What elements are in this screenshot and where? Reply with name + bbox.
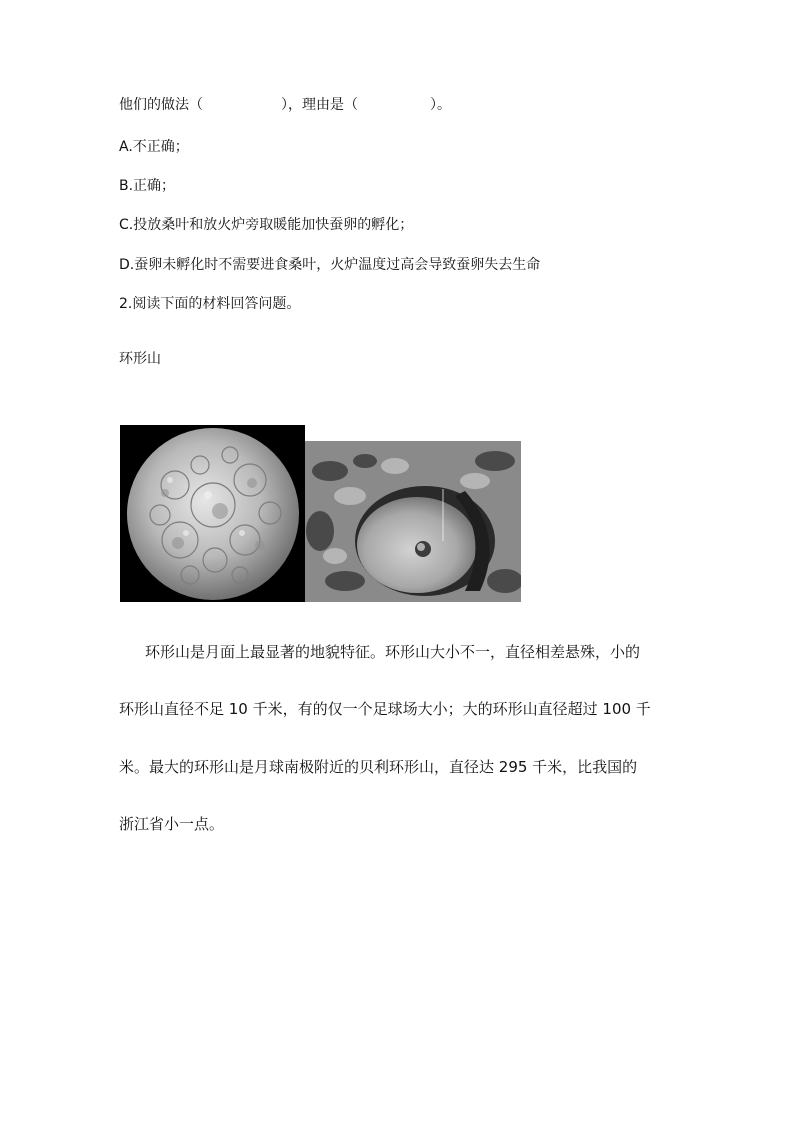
question-prefix: 他们的做法（: [119, 97, 203, 113]
passage-line-4: 浙江省小一点。: [119, 815, 225, 833]
passage-line-1: 环形山是月面上最显著的地貌特征。环形山大小不一，直径相差悬殊，小的: [145, 643, 641, 661]
option-b: B.正确；: [119, 178, 176, 194]
option-d: D.蚕卵未孵化时不需要进食桑叶，火炉温度过高会导致蚕卵失去生命: [119, 257, 541, 273]
moon-south-pole-photo: [120, 425, 305, 602]
question-2: 2.阅读下面的材料回答问题。: [119, 296, 301, 312]
question-line: [119, 95, 451, 115]
option-c: C.投放桑叶和放火炉旁取暖能加快蚕卵的孵化；: [119, 217, 414, 233]
passage-line-2: 环形山直径不足 10 千米，有的仅一个足球场大小；大的环形山直径超过 100 千: [119, 700, 651, 718]
question-middle: ），理由是（: [281, 97, 358, 113]
crater-closeup-photo: [305, 441, 521, 602]
option-a: A.不正确；: [119, 139, 189, 155]
question-suffix: ）。: [430, 97, 451, 113]
reading-title: 环形山: [119, 351, 161, 367]
passage-line-3: 米。最大的环形山是月球南极附近的贝利环形山，直径达 295 千米，比我国的: [119, 758, 638, 776]
